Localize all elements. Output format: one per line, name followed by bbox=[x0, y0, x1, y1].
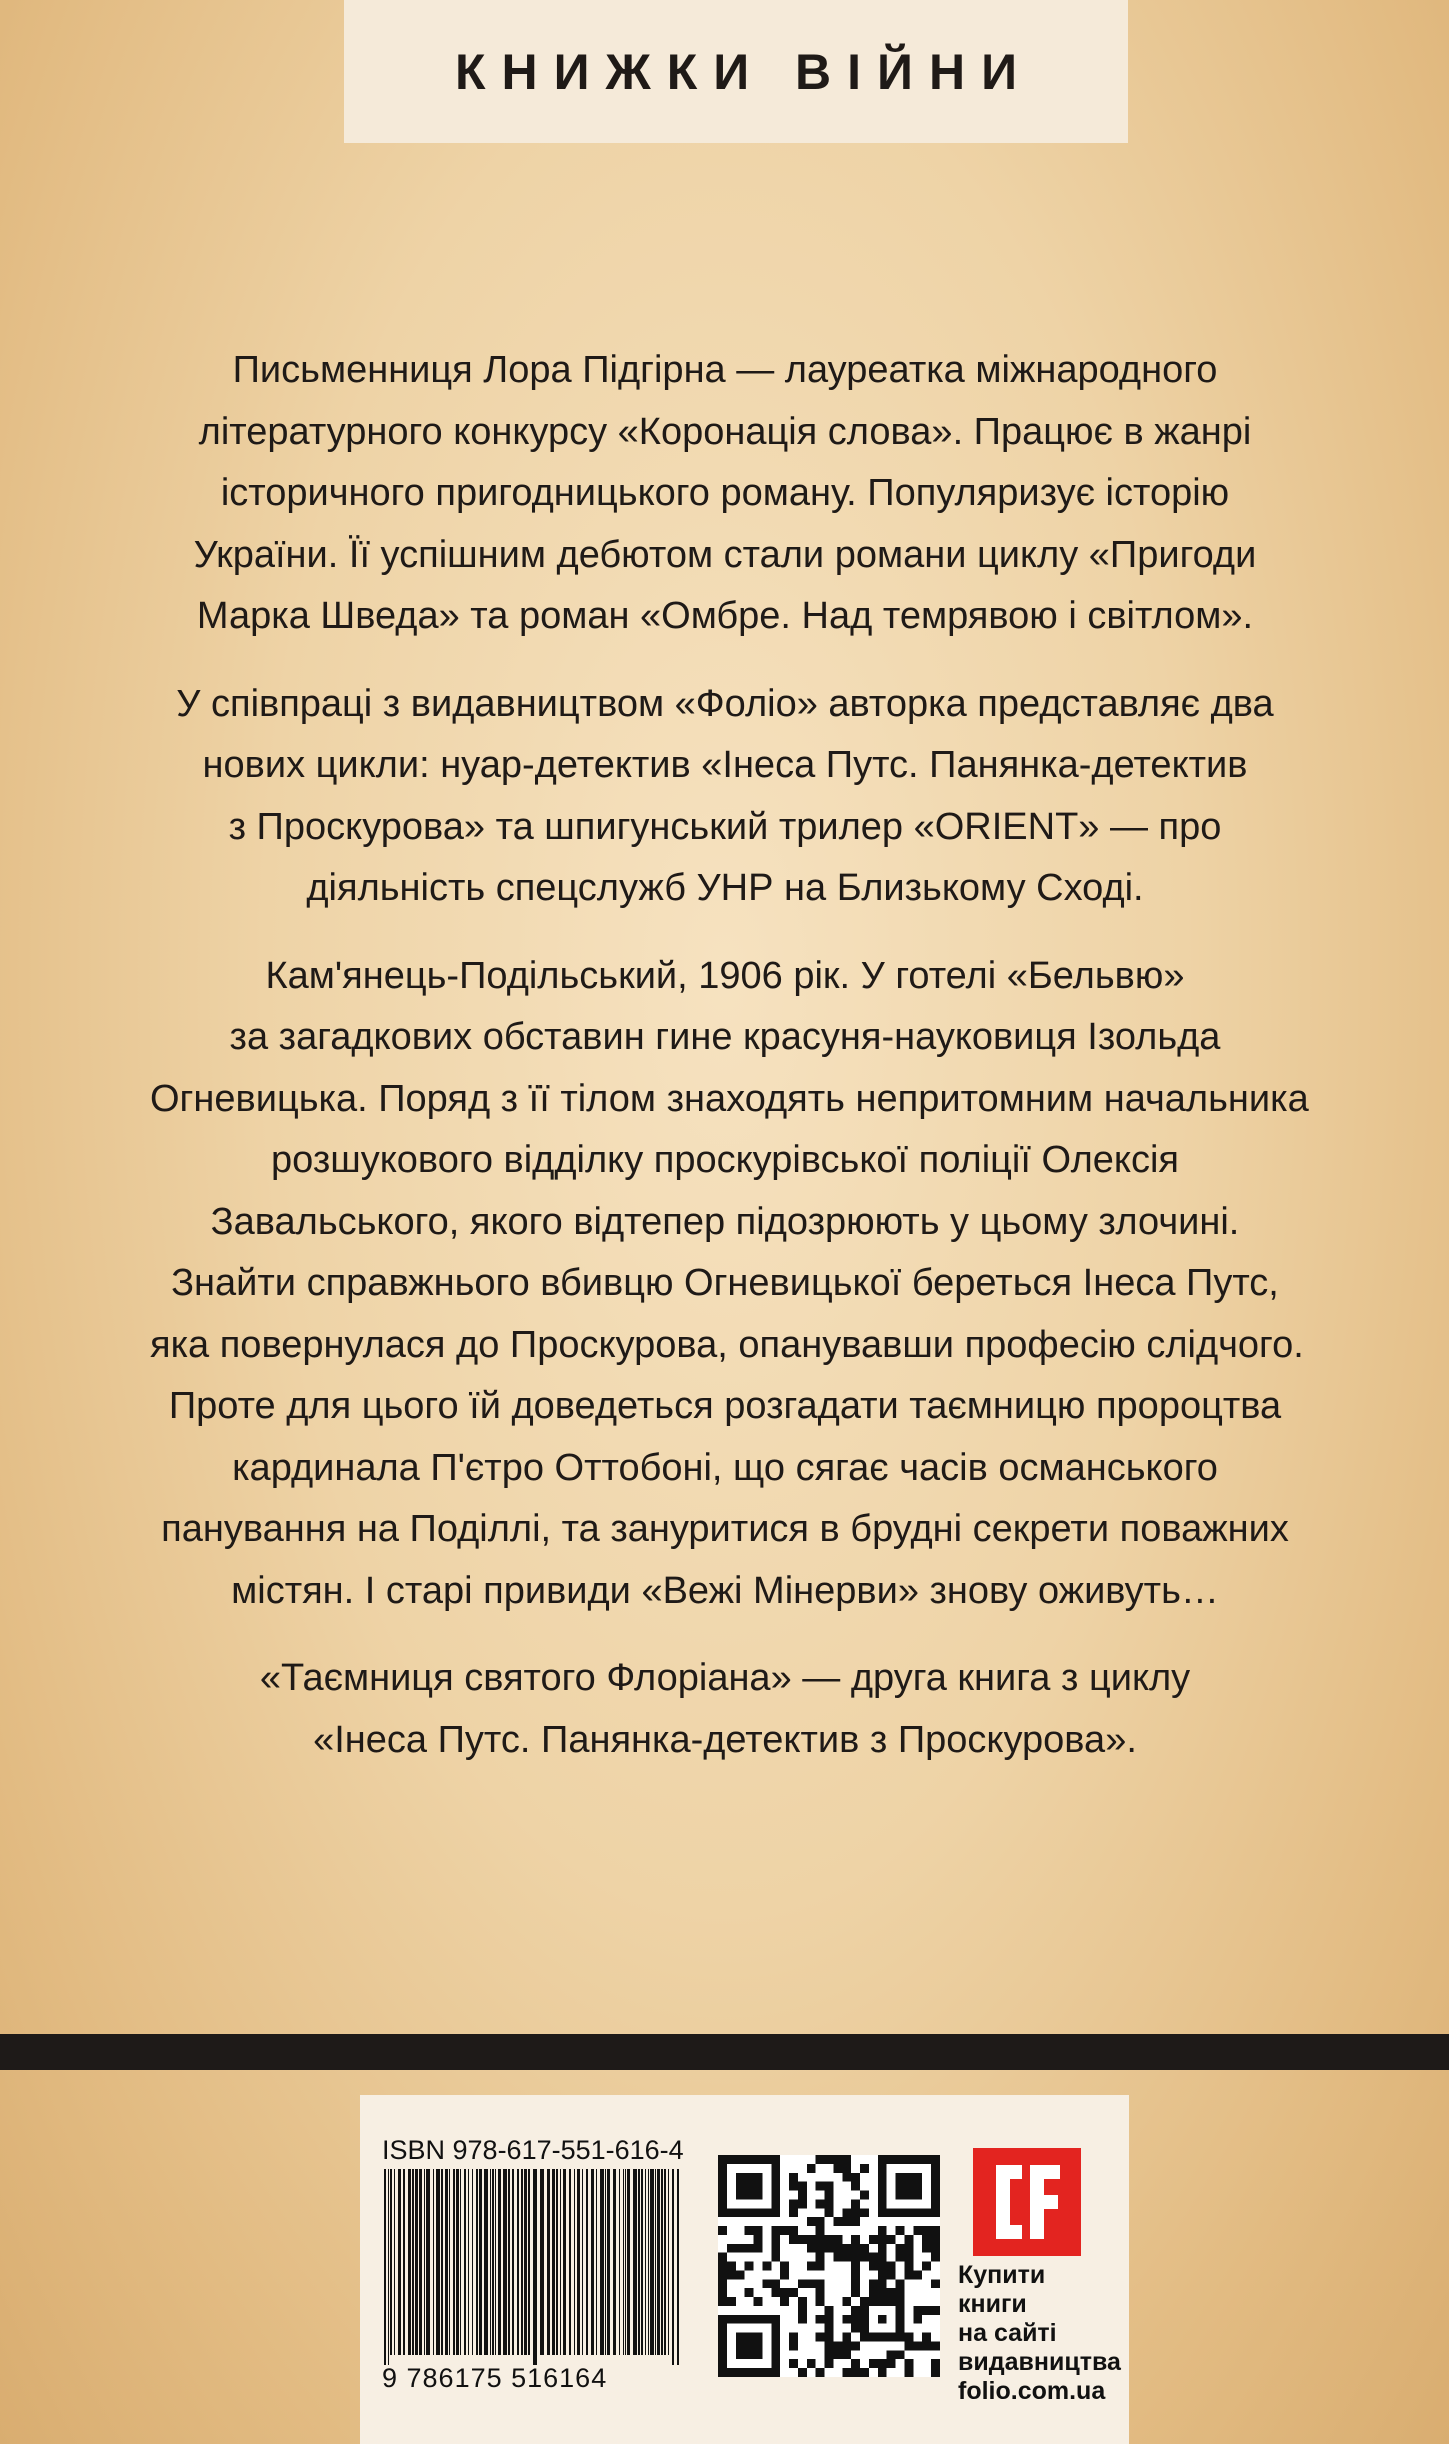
blurb-line: України. Її успішним дебютом стали романи циклу «Пригоди bbox=[193, 533, 1257, 576]
blurb-paragraph-series-note bbox=[150, 1648, 1300, 1771]
blurb-line: яка повернулася до Проскурова, опанувавши професію слідчого. bbox=[150, 1323, 1304, 1366]
blurb-paragraph-author bbox=[150, 340, 1300, 648]
blurb-line: Письменниця Лора Підгірна — лауреатка міжнародного bbox=[232, 349, 1218, 391]
blurb-paragraph-cycles bbox=[150, 674, 1300, 920]
buy-line: Купити книги bbox=[958, 2261, 1046, 2318]
book-blurb bbox=[150, 340, 1309, 1797]
blurb-line: історичного пригодницького роману. Популяризує історію bbox=[220, 472, 1230, 514]
publisher-website-link[interactable]: folio.com.ua bbox=[958, 2377, 1106, 2405]
blurb-line: «Інеса Путс. Панянка-детектив з Проскурова». bbox=[313, 1718, 1137, 1761]
qr-code-icon[interactable] bbox=[718, 2155, 940, 2377]
blurb-line: літературного конкурсу «Коронація слова». Працює в жанрі bbox=[198, 410, 1252, 453]
blurb-line: за загадкових обставин гине красуня-науковиця Ізольда bbox=[229, 1016, 1221, 1058]
isbn-label: ISBN 978-617-551-616-4 bbox=[382, 2135, 684, 2165]
blurb-line: Знайти справжнього вбивцю Огневицької береться Інеса Путс, bbox=[171, 1262, 1279, 1304]
blurb-line: розшукового відділку проскурівської поліції Олексія bbox=[271, 1139, 1179, 1181]
blurb-line: У співпраці з видавництвом «Фоліо» авторка представляє два bbox=[176, 682, 1274, 725]
blurb-line: «Таємниця святого Флоріана» — друга книга з циклу bbox=[259, 1657, 1191, 1699]
divider-band bbox=[0, 2034, 1449, 2070]
series-title: КНИЖКИ ВІЙНИ bbox=[454, 43, 1034, 100]
blurb-line: панування на Поділлі, та зануритися в брудні секрети поважних bbox=[161, 1508, 1289, 1550]
blurb-line: з Проскурова» та шпигунський трилер «ORIENT» — про bbox=[228, 805, 1222, 848]
blurb-line: Огневицька. Поряд з її тілом знаходять непритомним начальника bbox=[150, 1077, 1309, 1120]
blurb-line: нових цикли: нуар-детектив «Інеса Путс. Панянка-детектив bbox=[202, 744, 1248, 786]
folio-logo-icon bbox=[982, 2157, 1072, 2247]
blurb-line: Кам'янець-Подільський, 1906 рік. У готелі «Бельвю» bbox=[265, 954, 1185, 997]
barcode-icon bbox=[382, 2169, 682, 2365]
imprint-panel bbox=[360, 2095, 1129, 2444]
blurb-line: містян. І старі привиди «Вежі Мінерви» знову оживуть… bbox=[231, 1569, 1219, 1612]
buy-line: на сайті bbox=[958, 2319, 1057, 2347]
blurb-line: Завальського, якого відтепер підозрюють у цьому злочині. bbox=[210, 1200, 1240, 1243]
buy-online-note[interactable] bbox=[958, 2261, 1121, 2406]
publisher-logo bbox=[973, 2148, 1081, 2256]
blurb-line: Марка Шведа» та роман «Омбре. Над темрявою і світлом». bbox=[196, 595, 1254, 637]
series-header bbox=[344, 0, 1128, 143]
blurb-line: кардинала П'єтро Оттобоні, що сягає часів османського bbox=[232, 1446, 1218, 1489]
blurb-line: Проте для цього їй доведеться розгадати таємницю пророцтва bbox=[168, 1385, 1282, 1427]
barcode-digits: 9 786175 516164 bbox=[382, 2363, 608, 2393]
buy-line: видавництва bbox=[958, 2348, 1121, 2376]
blurb-line: діяльність спецслужб УНР на Близькому Сході. bbox=[306, 867, 1144, 909]
blurb-paragraph-plot bbox=[150, 946, 1309, 1623]
